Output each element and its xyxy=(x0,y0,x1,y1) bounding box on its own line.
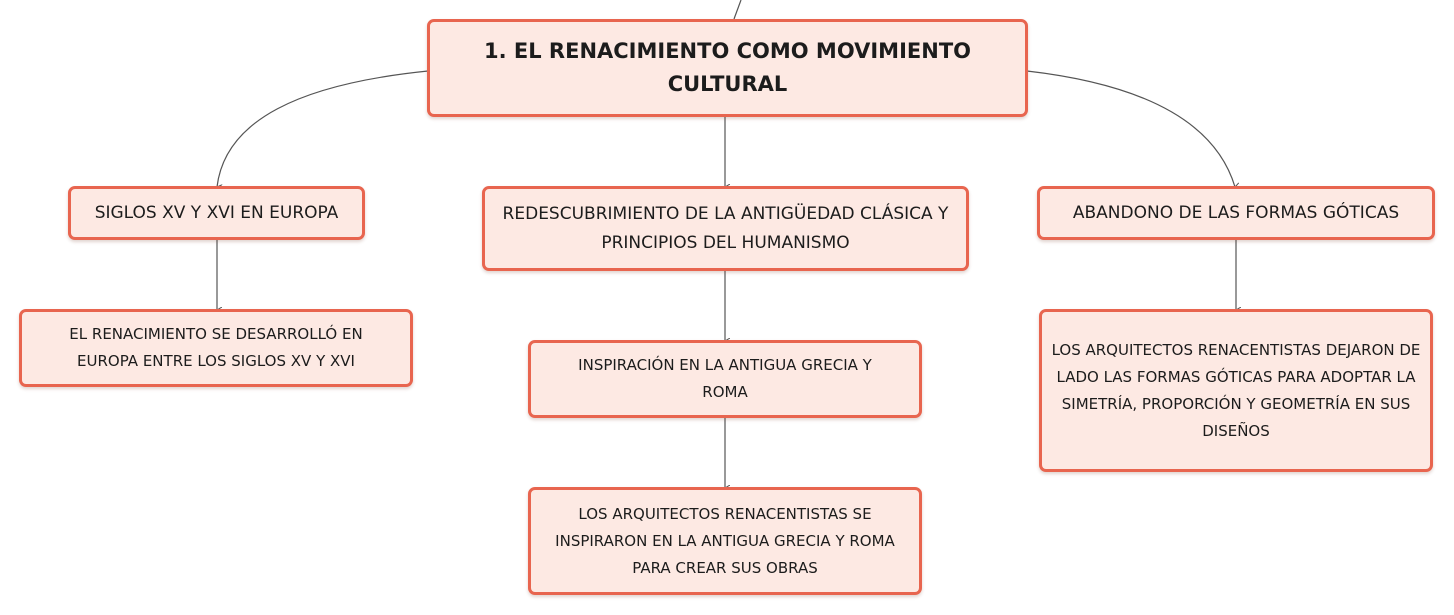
branch-label-redescubrimiento: REDESCUBRIMIENTO DE LA ANTIGÜEDAD CLÁSICA Y PRINCIPIOS DEL HUMANISMO xyxy=(502,203,949,253)
branch-label-siglos: SIGLOS XV Y XVI EN EUROPA xyxy=(94,202,339,223)
root-title: 1. EL RENACIMIENTO COMO MOVIMIENTO CULTURAL xyxy=(483,39,971,96)
leaf-node-abandono-detail[interactable] xyxy=(1039,309,1433,472)
root-node[interactable] xyxy=(427,19,1028,117)
leaf-node-arquitectos-grecia[interactable] xyxy=(528,487,922,595)
connector-root-to-abandono xyxy=(1027,71,1235,187)
connector-root-to-siglos xyxy=(217,71,428,187)
connector-incoming xyxy=(734,0,741,19)
leaf-label-arquitectos-grecia: LOS ARQUITECTOS RENACENTISTAS SE INSPIRARON EN LA ANTIGUA GRECIA Y ROMA PARA CREAR SUS OBRAS xyxy=(555,504,895,577)
branch-node-siglos[interactable] xyxy=(68,186,365,240)
leaf-label-inspiracion: INSPIRACIÓN EN LA ANTIGUA GRECIA Y ROMA xyxy=(578,356,872,401)
leaf-label-abandono-detail: LOS ARQUITECTOS RENACENTISTAS DEJARON DE LADO LAS FORMAS GÓTICAS PARA ADOPTAR LA SIMETRÍA, PROPORCIÓN Y GEOMETRÍA EN SUS DISEÑOS xyxy=(1051,340,1421,440)
leaf-node-siglos-detail[interactable] xyxy=(19,309,413,387)
branch-label-abandono: ABANDONO DE LAS FORMAS GÓTICAS xyxy=(1072,202,1400,223)
leaf-node-inspiracion[interactable] xyxy=(528,340,922,418)
branch-node-redescubrimiento[interactable] xyxy=(482,186,969,271)
leaf-label-siglos-detail: EL RENACIMIENTO SE DESARROLLÓ EN EUROPA ENTRE LOS SIGLOS XV Y XVI xyxy=(69,325,363,370)
branch-node-abandono[interactable] xyxy=(1037,186,1435,240)
